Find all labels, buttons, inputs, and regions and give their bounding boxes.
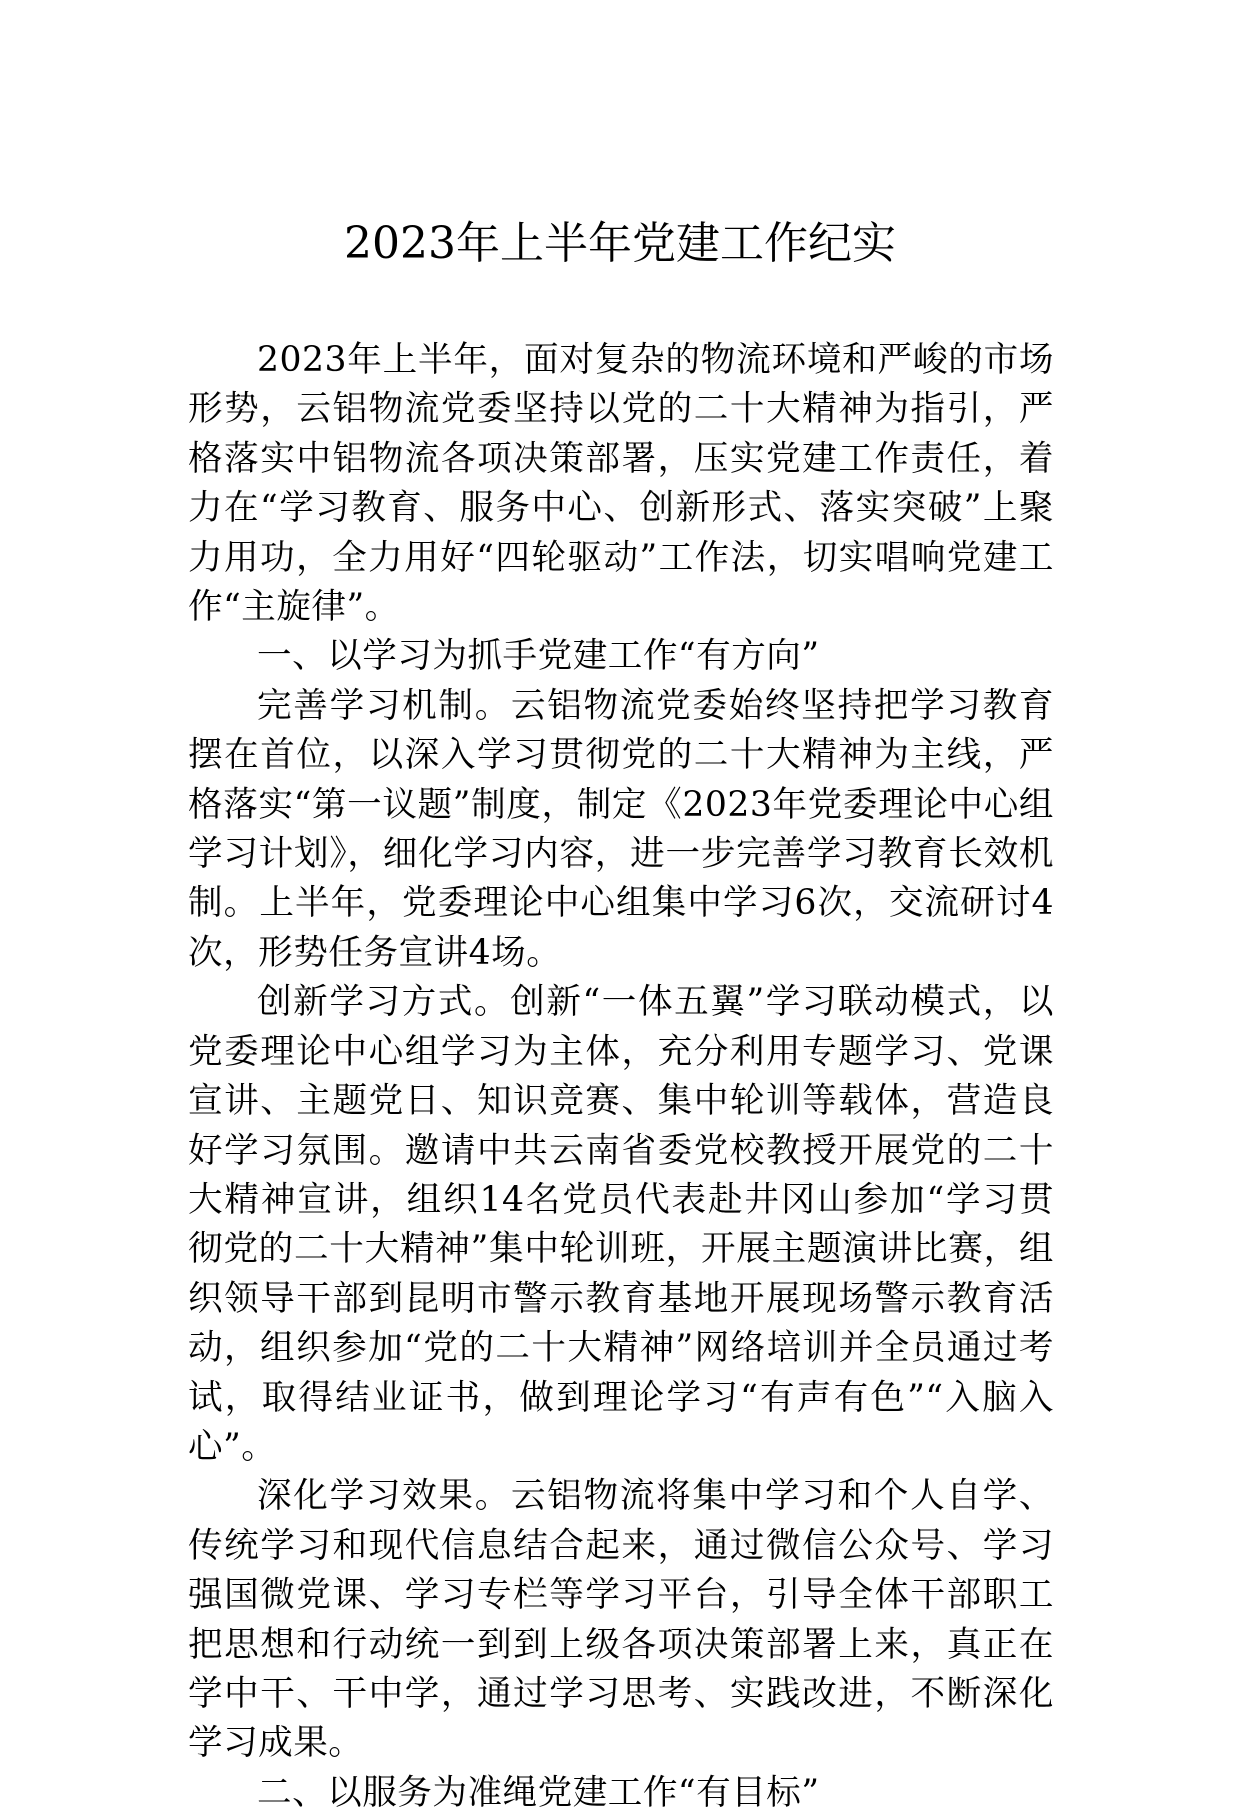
intro-paragraph: 2023年上半年，面对复杂的物流环境和严峻的市场形势，云铝物流党委坚持以党的二十大精神为指引，严格落实中铝物流各项决策部署，压实党建工作责任，着力在“学习教育、服务中心、创新形式、落实突破”上聚力用功，全力用好“四轮驱动”工作法，切实唱响党建工作“主旋律”。 — [188, 340, 1054, 628]
section-heading-2: 二、以服务为准绳党建工作“有目标” — [257, 1772, 820, 1813]
paragraph-learning-mechanism: 完善学习机制。云铝物流党委始终坚持把学习教育摆在首位，以深入学习贯彻党的二十大精神为主线，严格落实“第一议题”制度，制定《2023年党委理论中心组学习计划》，细化学习内容，进一步完善学习教育长效机制。上半年，党委理论中心组集中学习6次，交流研讨4次，形势任务宣讲4场。 — [188, 685, 1054, 973]
document-title: 2023年上半年党建工作纪实 — [344, 218, 896, 269]
paragraph-learning-method: 创新学习方式。创新“一体五翼”学习联动模式，以党委理论中心组学习为主体，充分利用专题学习、党课宣讲、主题党日、知识竞赛、集中轮训等载体，营造良好学习氛围。邀请中共云南省委党校教授开展党的二十大精神宣讲，组织14名党员代表赴井冈山参加“学习贯彻党的二十大精神”集中轮训班，开展主题演讲比赛，组织领导干部到昆明市警示教育基地开展现场警示教育活动，组织参加“党的二十大精神”网络培训并全员通过考试，取得结业证书，做到理论学习“有声有色”“入脑入心”。 — [188, 982, 1054, 1467]
paragraph-learning-effect: 深化学习效果。云铝物流将集中学习和个人自学、传统学习和现代信息结合起来，通过微信公众号、学习强国微党课、学习专栏等学习平台，引导全体干部职工把思想和行动统一到到上级各项决策部署上来，真正在学中干、干中学，通过学习思考、实践改进，不断深化学习成果。 — [188, 1476, 1054, 1764]
document-body — [188, 336, 1054, 1818]
section-heading-1: 一、以学习为抓手党建工作“有方向” — [257, 636, 820, 677]
